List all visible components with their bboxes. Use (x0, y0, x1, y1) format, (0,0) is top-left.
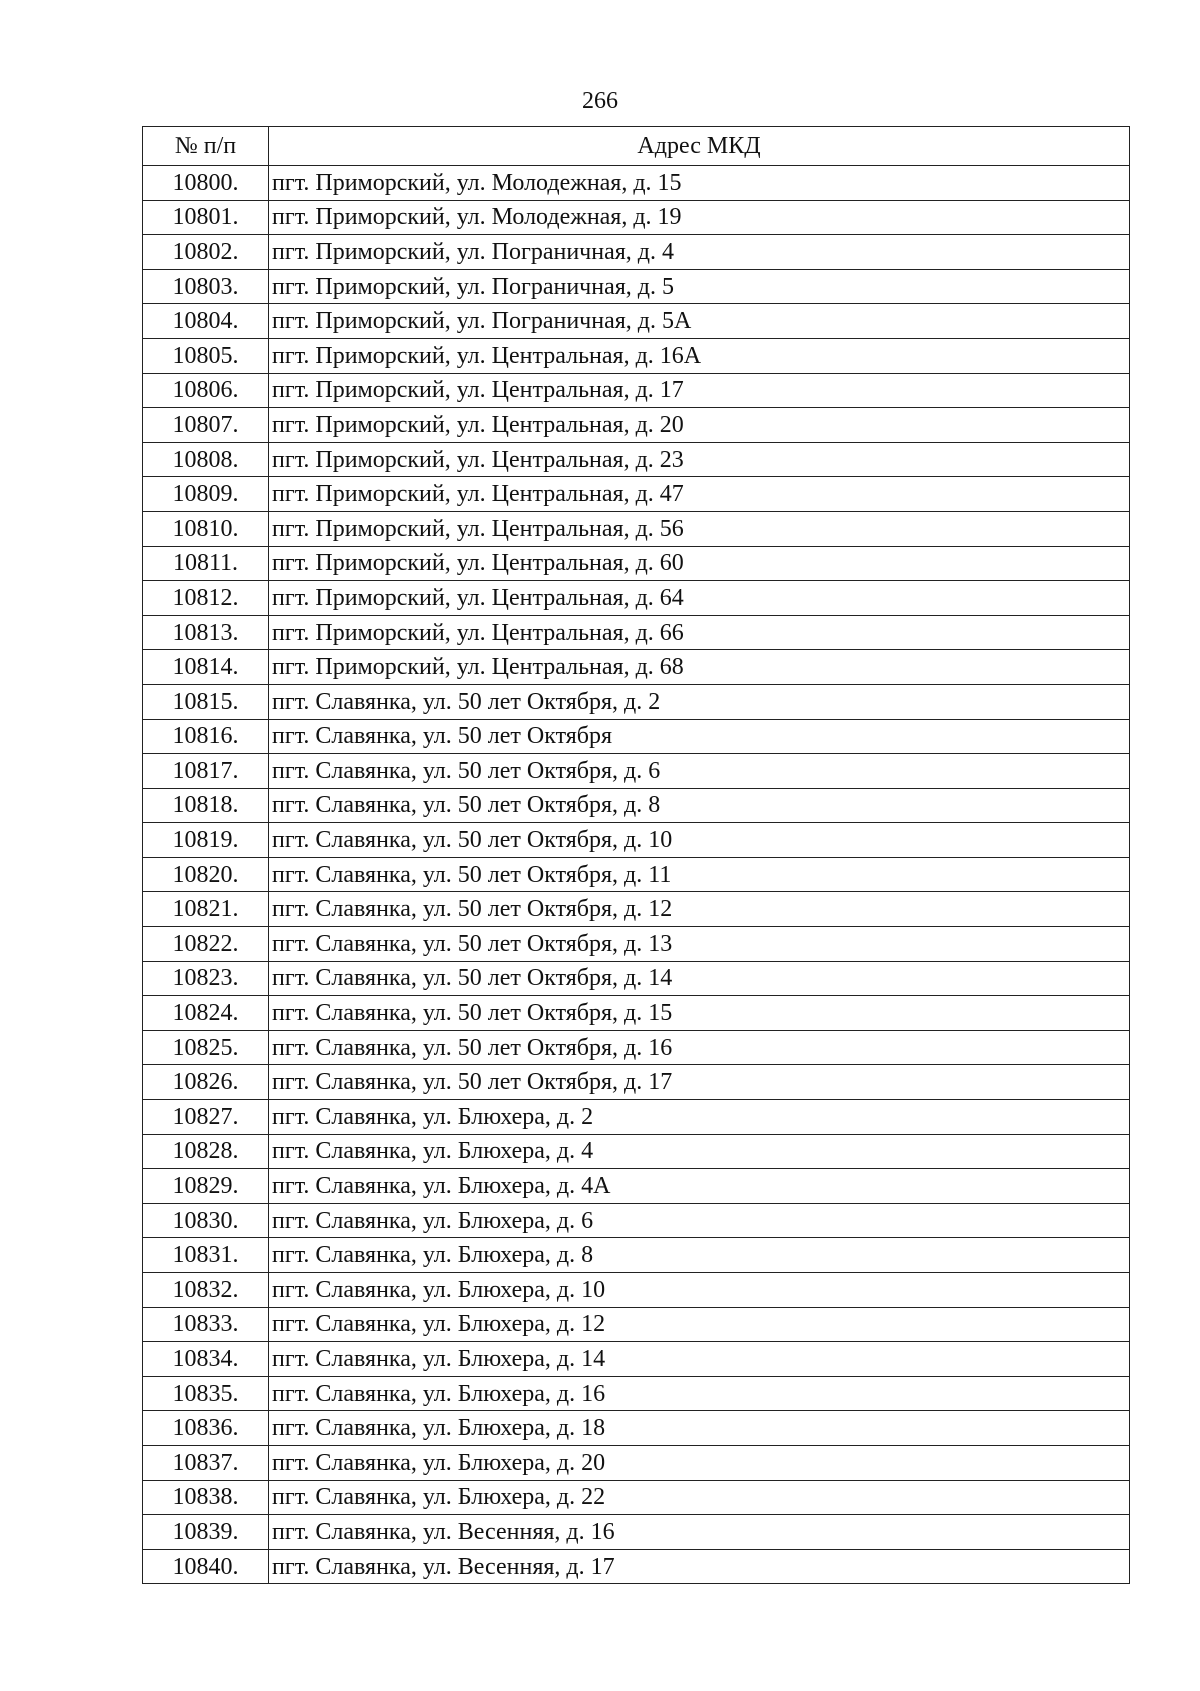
row-address: пгт. Приморский, ул. Молодежная, д. 15 (269, 166, 1130, 201)
table-row (143, 857, 1130, 892)
row-address: пгт. Славянка, ул. Блюхера, д. 10 (269, 1273, 1130, 1308)
table-row (143, 1203, 1130, 1238)
row-number: 10824. (143, 996, 269, 1031)
row-address: пгт. Славянка, ул. 50 лет Октября, д. 13 (269, 927, 1130, 962)
table-row (143, 1030, 1130, 1065)
row-number: 10834. (143, 1342, 269, 1377)
row-number: 10818. (143, 788, 269, 823)
row-number: 10819. (143, 823, 269, 858)
row-address: пгт. Славянка, ул. Блюхера, д. 14 (269, 1342, 1130, 1377)
row-address: пгт. Приморский, ул. Центральная, д. 23 (269, 442, 1130, 477)
row-number: 10813. (143, 615, 269, 650)
table-row (143, 754, 1130, 789)
row-address: пгт. Славянка, ул. 50 лет Октября, д. 6 (269, 754, 1130, 789)
table-row (143, 408, 1130, 443)
row-address: пгт. Славянка, ул. Блюхера, д. 4 (269, 1134, 1130, 1169)
table-row (143, 1342, 1130, 1377)
row-address: пгт. Славянка, ул. Блюхера, д. 4А (269, 1169, 1130, 1204)
row-address: пгт. Славянка, ул. 50 лет Октября, д. 17 (269, 1065, 1130, 1100)
table-body (143, 166, 1130, 1584)
header-address: Адрес МКД (269, 127, 1130, 166)
table-row (143, 1549, 1130, 1584)
row-address: пгт. Приморский, ул. Центральная, д. 17 (269, 373, 1130, 408)
row-address: пгт. Славянка, ул. Блюхера, д. 16 (269, 1376, 1130, 1411)
table-row (143, 650, 1130, 685)
table-row (143, 927, 1130, 962)
table-row (143, 788, 1130, 823)
row-address: пгт. Приморский, ул. Пограничная, д. 4 (269, 235, 1130, 270)
table-row (143, 200, 1130, 235)
row-number: 10815. (143, 684, 269, 719)
row-address: пгт. Приморский, ул. Пограничная, д. 5 (269, 269, 1130, 304)
table-row (143, 1100, 1130, 1135)
row-number: 10833. (143, 1307, 269, 1342)
row-address: пгт. Славянка, ул. 50 лет Октября, д. 14 (269, 961, 1130, 996)
row-address: пгт. Приморский, ул. Центральная, д. 56 (269, 511, 1130, 546)
row-address: пгт. Славянка, ул. 50 лет Октября, д. 15 (269, 996, 1130, 1031)
row-number: 10806. (143, 373, 269, 408)
row-address: пгт. Приморский, ул. Центральная, д. 66 (269, 615, 1130, 650)
row-address: пгт. Славянка, ул. Весенняя, д. 17 (269, 1549, 1130, 1584)
row-number: 10832. (143, 1273, 269, 1308)
table-row (143, 961, 1130, 996)
row-number: 10816. (143, 719, 269, 754)
row-number: 10839. (143, 1515, 269, 1550)
row-address: пгт. Славянка, ул. Блюхера, д. 6 (269, 1203, 1130, 1238)
row-address: пгт. Славянка, ул. Блюхера, д. 12 (269, 1307, 1130, 1342)
row-address: пгт. Приморский, ул. Центральная, д. 16А (269, 338, 1130, 373)
row-address: пгт. Славянка, ул. Блюхера, д. 18 (269, 1411, 1130, 1446)
table-row (143, 1376, 1130, 1411)
row-number: 10812. (143, 581, 269, 616)
row-number: 10840. (143, 1549, 269, 1584)
row-number: 10810. (143, 511, 269, 546)
table-row (143, 719, 1130, 754)
row-number: 10807. (143, 408, 269, 443)
row-address: пгт. Славянка, ул. 50 лет Октября, д. 2 (269, 684, 1130, 719)
address-table (142, 126, 1130, 1584)
table-row (143, 338, 1130, 373)
row-number: 10827. (143, 1100, 269, 1135)
table-row (143, 269, 1130, 304)
table-row (143, 1480, 1130, 1515)
row-address: пгт. Приморский, ул. Молодежная, д. 19 (269, 200, 1130, 235)
table-row (143, 546, 1130, 581)
table-row (143, 1445, 1130, 1480)
table-row (143, 1134, 1130, 1169)
table-row (143, 892, 1130, 927)
row-number: 10836. (143, 1411, 269, 1446)
table-row (143, 166, 1130, 201)
row-number: 10802. (143, 235, 269, 270)
row-number: 10831. (143, 1238, 269, 1273)
row-address: пгт. Приморский, ул. Центральная, д. 47 (269, 477, 1130, 512)
row-address: пгт. Приморский, ул. Пограничная, д. 5А (269, 304, 1130, 339)
row-number: 10811. (143, 546, 269, 581)
table-row (143, 477, 1130, 512)
table-row (143, 1065, 1130, 1100)
row-number: 10821. (143, 892, 269, 927)
row-address: пгт. Славянка, ул. 50 лет Октября, д. 12 (269, 892, 1130, 927)
table-row (143, 1273, 1130, 1308)
row-address: пгт. Славянка, ул. 50 лет Октября, д. 11 (269, 857, 1130, 892)
table-row (143, 684, 1130, 719)
row-address: пгт. Славянка, ул. Блюхера, д. 8 (269, 1238, 1130, 1273)
row-number: 10825. (143, 1030, 269, 1065)
row-address: пгт. Славянка, ул. Весенняя, д. 16 (269, 1515, 1130, 1550)
row-number: 10823. (143, 961, 269, 996)
table-row (143, 996, 1130, 1031)
row-address: пгт. Славянка, ул. Блюхера, д. 22 (269, 1480, 1130, 1515)
table-row (143, 304, 1130, 339)
row-number: 10809. (143, 477, 269, 512)
row-number: 10837. (143, 1445, 269, 1480)
row-address: пгт. Славянка, ул. 50 лет Октября, д. 16 (269, 1030, 1130, 1065)
table-row (143, 1307, 1130, 1342)
row-address: пгт. Славянка, ул. 50 лет Октября, д. 8 (269, 788, 1130, 823)
table-row (143, 615, 1130, 650)
table-row (143, 823, 1130, 858)
row-number: 10803. (143, 269, 269, 304)
row-number: 10800. (143, 166, 269, 201)
table-row (143, 442, 1130, 477)
row-number: 10828. (143, 1134, 269, 1169)
row-number: 10820. (143, 857, 269, 892)
table-row (143, 1411, 1130, 1446)
table-row (143, 511, 1130, 546)
row-number: 10826. (143, 1065, 269, 1100)
row-number: 10838. (143, 1480, 269, 1515)
row-address: пгт. Приморский, ул. Центральная, д. 64 (269, 581, 1130, 616)
row-address: пгт. Славянка, ул. 50 лет Октября (269, 719, 1130, 754)
row-address: пгт. Славянка, ул. 50 лет Октября, д. 10 (269, 823, 1130, 858)
row-address: пгт. Приморский, ул. Центральная, д. 20 (269, 408, 1130, 443)
table-row (143, 1238, 1130, 1273)
row-number: 10822. (143, 927, 269, 962)
page-number: 266 (582, 88, 618, 114)
table-header (143, 127, 1130, 166)
row-number: 10805. (143, 338, 269, 373)
row-address: пгт. Славянка, ул. Блюхера, д. 2 (269, 1100, 1130, 1135)
row-address: пгт. Приморский, ул. Центральная, д. 60 (269, 546, 1130, 581)
row-number: 10835. (143, 1376, 269, 1411)
row-address: пгт. Приморский, ул. Центральная, д. 68 (269, 650, 1130, 685)
row-number: 10801. (143, 200, 269, 235)
row-number: 10817. (143, 754, 269, 789)
row-number: 10814. (143, 650, 269, 685)
row-number: 10808. (143, 442, 269, 477)
row-number: 10830. (143, 1203, 269, 1238)
row-number: 10804. (143, 304, 269, 339)
table-row (143, 1169, 1130, 1204)
header-number: № п/п (143, 127, 269, 166)
table-row (143, 1515, 1130, 1550)
row-number: 10829. (143, 1169, 269, 1204)
row-address: пгт. Славянка, ул. Блюхера, д. 20 (269, 1445, 1130, 1480)
header-row (143, 127, 1130, 166)
table-row (143, 373, 1130, 408)
table-row (143, 581, 1130, 616)
table-row (143, 235, 1130, 270)
